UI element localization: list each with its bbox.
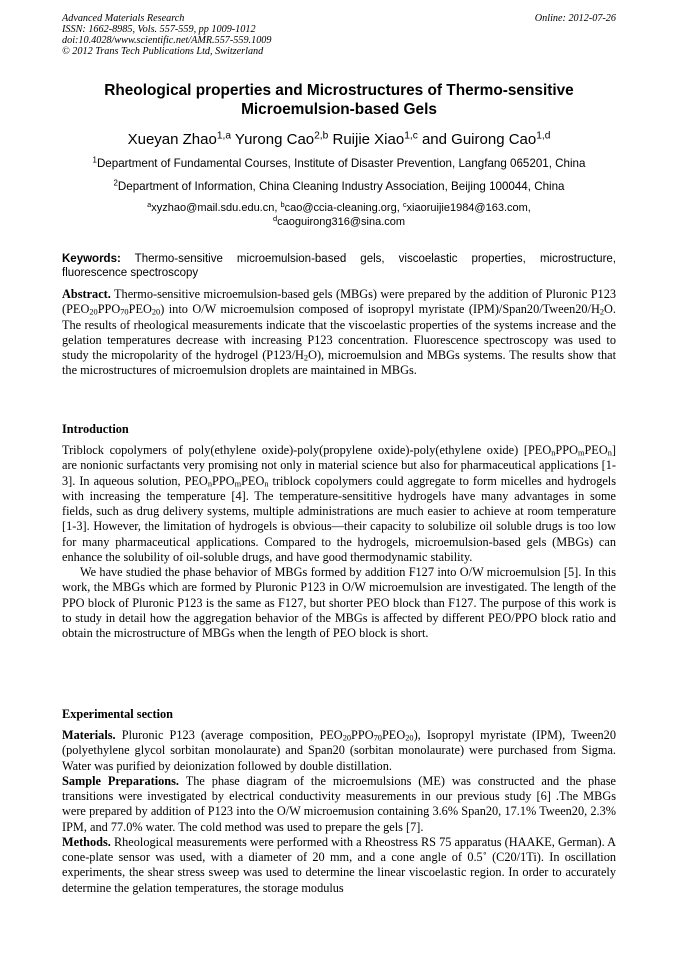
body-text: Triblock copolymers of poly(ethylene oxide)-poly(propylene oxide)-poly(ethylene oxide) [PEO [62, 443, 552, 457]
affiliation-text: Department of Information, China Cleaning Industry Association, Beijing 100044, China [117, 180, 565, 193]
online-date: Online: 2012-07-26 [534, 13, 616, 24]
subscript: n [607, 448, 612, 458]
body-text: Pluronic P123 (average composition, PEO [121, 728, 343, 742]
body-text: triblock copolymers could aggregate to form micelles and hydrogels with increasing the temperature [4]. The temperature-sensititive hydrogels have many advantages in some fields, such as drug delivery systems, multiple administrations are much easier to achieve at room temperature [1-3]. However, the limitation of hydrogels is obvious—their capacity to solubilize oil soluble drugs is too low for many pharmaceutical applications. Compared to the hydrogels, microemulsion-based gels (MBGs) can enhance the solubility of oil-soluble drugs, and have good thermodynamic stability. [62, 473, 616, 564]
subscript: 2 [303, 353, 309, 363]
introduction-section [62, 443, 616, 641]
sample-paragraph [62, 774, 616, 835]
abstract-paragraph [62, 287, 616, 379]
abstract-label: Abstract. [62, 287, 111, 301]
body-paragraph: We have studied the phase behavior of MBGs formed by addition F127 into O/W microemulsion [5]. In this work, the MBGs which are formed by Pluronic P123 in O/W microemulsion are investigated. The length of the PPO block of Pluronic P123 is the same as F127, but shorter PEO block than F127. The purpose of this work is to study in detail how the aggregation behavior of the MBGs is affected by different PEO/PPO block ratio and obtain the microstructure of MBGs when the length of PEO block is short. [62, 565, 616, 640]
abstract-text: PPO [97, 302, 121, 317]
body-text: PEO [584, 443, 608, 457]
author-name: Guirong Cao [451, 131, 537, 148]
body-paragraph [62, 443, 616, 565]
email-link[interactable]: caoguirong316@sina.com [277, 216, 406, 228]
subscript: 2 [599, 307, 605, 317]
affiliation-1 [62, 157, 616, 171]
body-text: PPO [351, 728, 374, 742]
subscript: 70 [373, 733, 382, 743]
introduction-heading: Introduction [62, 422, 129, 436]
affiliation-text: Department of Fundamental Courses, Institute of Disaster Prevention, Langfang 065201, China [96, 157, 586, 170]
author-affiliation-mark: 1,d [536, 130, 551, 142]
subscript: m [577, 448, 585, 458]
author-conjunction: and [421, 131, 447, 148]
body-text: ] are nonionic surfactants very promising not only in material science but also for pharmaceutical applications [1-3]. In aqueous solution, PEO [62, 443, 616, 488]
author-list [62, 131, 616, 149]
subscript: 20 [151, 307, 161, 317]
email-mark: a [147, 199, 152, 209]
email-mark: d [272, 213, 278, 223]
experimental-heading: Experimental section [62, 707, 173, 721]
doi-line[interactable]: doi:10.4028/www.scientific.net/AMR.557-559.1009 [62, 35, 272, 46]
email-link[interactable]: xyzhao@mail.sdu.edu.cn, [151, 202, 281, 214]
journal-name: Advanced Materials Research [62, 13, 185, 24]
abstract [62, 287, 616, 379]
subscript: 20 [89, 307, 98, 317]
author-affiliation-mark: 1,c [404, 130, 418, 142]
subscript: n [207, 479, 213, 489]
author-name: Yurong Cao [234, 131, 315, 148]
keywords-label: Keywords: [62, 253, 121, 265]
abstract-text: O), microemulsion and MBGs systems. The results show that the microstructures of microemulsion droplets are maintained in MBGs. [62, 348, 617, 378]
methods-paragraph [62, 835, 616, 896]
body-text: PEO [381, 728, 406, 742]
title-line-2: Microemulsion-based Gels [241, 101, 437, 118]
materials-paragraph [62, 728, 616, 774]
body-text: The phase diagram of the microemulsions (ME) was constructed and the phase transitions were investigated by electrical conductivity measurements in our previous study [6] .The MBGs were prepared by addition of P123 into the O/W microemusion containing 3.6% Span20, 17.1% Tween20, 2.3% IPM, and 77.0% water. The cold method was used to prepare the gels [7]. [62, 773, 616, 834]
journal-header [62, 13, 616, 57]
abstract-text: O. The results of rheological measurements indicate that the viscoelastic properties of the systems increase and the gelation temperatures decrease with increasing P123 concentration. Fluorescence spectroscopy was used to study the micropolarity of the hydrogel (P123/H [62, 302, 616, 362]
subscript: 70 [120, 307, 129, 317]
affiliation-mark: 1 [92, 155, 97, 165]
body-text: ), Isopropyl myristate (IPM), Tween20 (polyethylene glycol sorbitan monolaurate) and Span20 (sorbitan monolaurate) were purchased from Sigma. Water was purified by deionization followed by double distillation. [62, 728, 616, 773]
affiliation-mark: 2 [113, 178, 118, 188]
email-link[interactable]: cao@ccia-cleaning.org, [284, 202, 403, 214]
subscript: m [234, 479, 242, 489]
email-mark: c [402, 199, 407, 209]
issn-line: ISSN: 1662-8985, Vols. 557-559, pp 1009-1012 [62, 24, 256, 35]
author-name: Ruijie Xiao [332, 131, 405, 148]
subscript: 20 [405, 733, 414, 743]
keywords [62, 252, 616, 281]
abstract-text: Thermo-sensitive microemulsion-based gels (MBGs) were prepared by the addition of Pluronic P123 (PEO [62, 287, 616, 317]
body-text: Rheological measurements were performed with a Rheostress RS 75 apparatus (HAAKE, German). A cone-plate sensor was used, with a diameter of 20 mm, and a cone angle of 0.5˚ (C20/1Ti). In oscillation experiments, the shear stress sweep was used to determine the linear viscoelastic region. In order to accurately determine the gelation temperatures, the storage modulus [62, 834, 616, 895]
sample-label: Sample Preparations. [62, 773, 179, 788]
subscript: n [264, 479, 269, 489]
subscript: n [551, 448, 556, 458]
body-text: PPO [555, 443, 578, 457]
subscript: 20 [342, 733, 352, 743]
copyright-line: © 2012 Trans Tech Publications Ltd, Switzerland [62, 46, 264, 57]
title-line-1: Rheological properties and Microstructures of Thermo-sensitive [104, 82, 574, 99]
body-text: PEO [241, 473, 265, 488]
author-name: Xueyan Zhao [127, 131, 217, 148]
experimental-section [62, 728, 616, 896]
email-mark: b [280, 199, 285, 209]
abstract-text: ) into O/W microemulsion composed of isopropyl myristate (IPM)/Span20/Tween20/H [160, 302, 600, 317]
author-affiliation-mark: 1,a [216, 130, 231, 142]
paper-title [62, 81, 616, 119]
affiliation-2 [62, 180, 616, 194]
author-affiliation-mark: 2,b [314, 130, 329, 142]
email-link[interactable]: xiaoruijie1984@163.com, [406, 202, 531, 214]
materials-label: Materials. [62, 728, 116, 742]
abstract-text: PEO [128, 302, 152, 317]
body-text: PPO [212, 473, 235, 488]
author-emails [62, 201, 616, 229]
keywords-text: Thermo-sensitive microemulsion-based gels, viscoelastic properties, microstructure, fluorescence spectroscopy [62, 253, 616, 280]
methods-label: Methods. [62, 834, 111, 849]
